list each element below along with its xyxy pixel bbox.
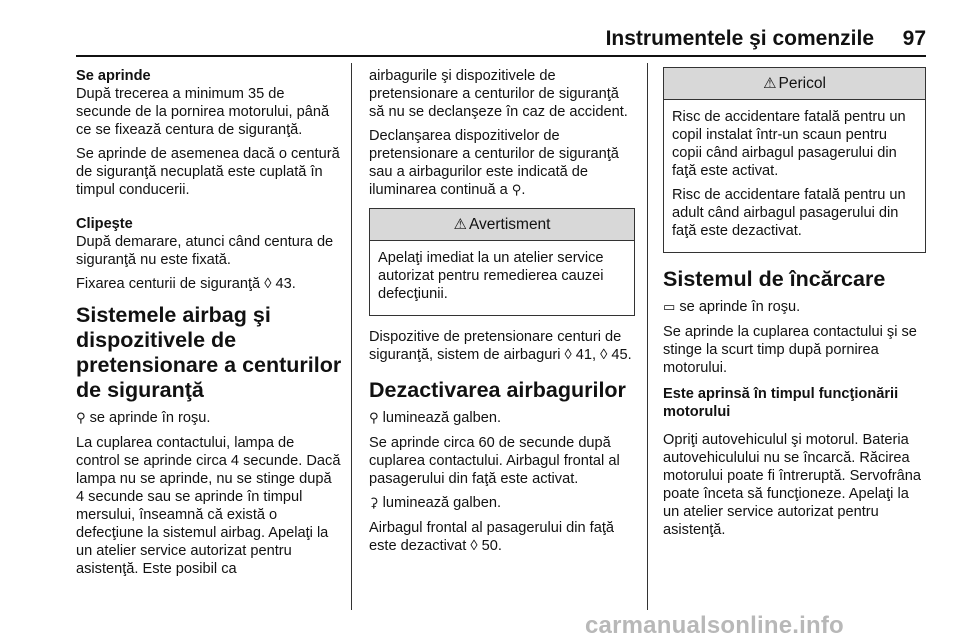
paragraph: ▭ se aprinde în roşu.: [663, 299, 801, 315]
battery-icon: ▭: [663, 300, 676, 315]
section-heading-airbag: Sistemele airbag şi dispozitivele de pretensionare a centurilor de siguranţă: [76, 303, 342, 402]
cross-reference-link[interactable]: Fixarea centurii de siguranţă ◊ 43.: [76, 276, 296, 292]
watermark-text: carmanualsonline.info: [585, 612, 844, 639]
airbag-on-icon: ⚲: [369, 411, 379, 426]
column-3: [663, 67, 926, 545]
subhead-clipeste: Clipeşte: [76, 216, 133, 232]
danger-text: Risc de accidentare fatală pentru un adult când airbagul pasagerului din faţă este dezactivat.: [672, 187, 906, 239]
airbag-icon: ⚲: [76, 411, 86, 426]
header-rule: [76, 55, 926, 57]
paragraph: ⚲ luminează galben.: [369, 410, 502, 426]
paragraph: Airbagul frontal al pasagerului din faţă este dezactivat ◊ 50.: [369, 520, 615, 554]
column-1: [76, 67, 342, 584]
warning-box: [369, 208, 635, 316]
section-heading-charging: Sistemul de încărcare: [663, 267, 886, 291]
subhead-se-aprinde: Se aprinde: [76, 68, 151, 84]
warning-box-header: ⚠ Avertisment: [370, 209, 634, 241]
paragraph: Declanşarea dispozitivelor de pretensionare a centurilor de siguranţă sau a airbagurilor este indicată de iluminarea continuă a ⚲.: [369, 128, 619, 198]
danger-text: Risc de accidentare fatală pentru un copil instalat într-un scaun pentru copii când airbagul pasagerului din faţă este activat.: [672, 109, 906, 179]
section-heading-deactivation: Dezactivarea airbagurilor: [369, 378, 626, 402]
cross-reference-link[interactable]: Dispozitive de pretensionare centuri de siguranţă, sistem de airbaguri ◊ 41, ◊ 45.: [369, 329, 632, 363]
column-2: [369, 67, 635, 561]
paragraph: ⚲ se aprinde în roşu.: [76, 410, 211, 426]
paragraph: airbagurile şi dispozitivele de pretensionare a centurilor de siguranţă să nu se declanşeze în caz de accident.: [369, 68, 628, 120]
paragraph: ⚳ luminează galben.: [369, 495, 502, 511]
paragraph: Se aprinde circa 60 de secunde după cuplarea contactului. Airbagul frontal al pasagerului din faţă este activat.: [369, 435, 620, 487]
danger-box-header: ⚠ Pericol: [664, 68, 925, 100]
paragraph: După demarare, atunci când centura de siguranţă nu este fixată.: [76, 234, 334, 268]
paragraph: Se aprinde de asemenea dacă o centură de siguranţă necuplată este cuplată în timpul conducerii.: [76, 146, 340, 198]
header-title: Instrumentele şi comenzile: [605, 27, 874, 50]
paragraph: După trecerea a minimum 35 de secunde de la pornirea motorului, până ce se fixează centura de siguranţă.: [76, 86, 330, 138]
page-header: [0, 0, 960, 56]
danger-box: [663, 67, 926, 253]
paragraph: Se aprinde la cuplarea contactului şi se stinge la scurt timp după pornirea motorului.: [663, 324, 917, 376]
warning-triangle-icon: ⚠: [763, 75, 777, 92]
warning-triangle-icon: ⚠: [453, 216, 467, 233]
airbag-off-icon: ⚳: [369, 496, 379, 511]
paragraph: Opriţi autovehiculul şi motorul. Bateria autovehiculului nu se încarcă. Răcirea motorului poate fi întreruptă. Servofrâna poate înceta să funcţioneze. Apelaţi la un atelier service autorizat pentru asistenţă.: [663, 432, 921, 538]
warning-text: Apelaţi imediat la un atelier service autorizat pentru remedierea cauzei defecţiunii.: [378, 250, 604, 302]
column-divider-2: [647, 63, 648, 610]
paragraph: La cuplarea contactului, lampa de control se aprinde circa 4 secunde. Dacă lampa nu se aprinde, nu se stinge după 4 secunde sau se aprinde în timpul mersului, înseamnă că există o defecţiune la sistemul airbag. Apelaţi la un atelier service autorizat pentru asistenţă. Este posibil ca: [76, 435, 341, 577]
subhead-engine-running: Este aprinsă în timpul funcţionării motorului: [663, 386, 899, 420]
airbag-icon: ⚲: [511, 183, 522, 198]
page-number: 97: [902, 27, 926, 50]
column-divider-1: [351, 63, 352, 610]
